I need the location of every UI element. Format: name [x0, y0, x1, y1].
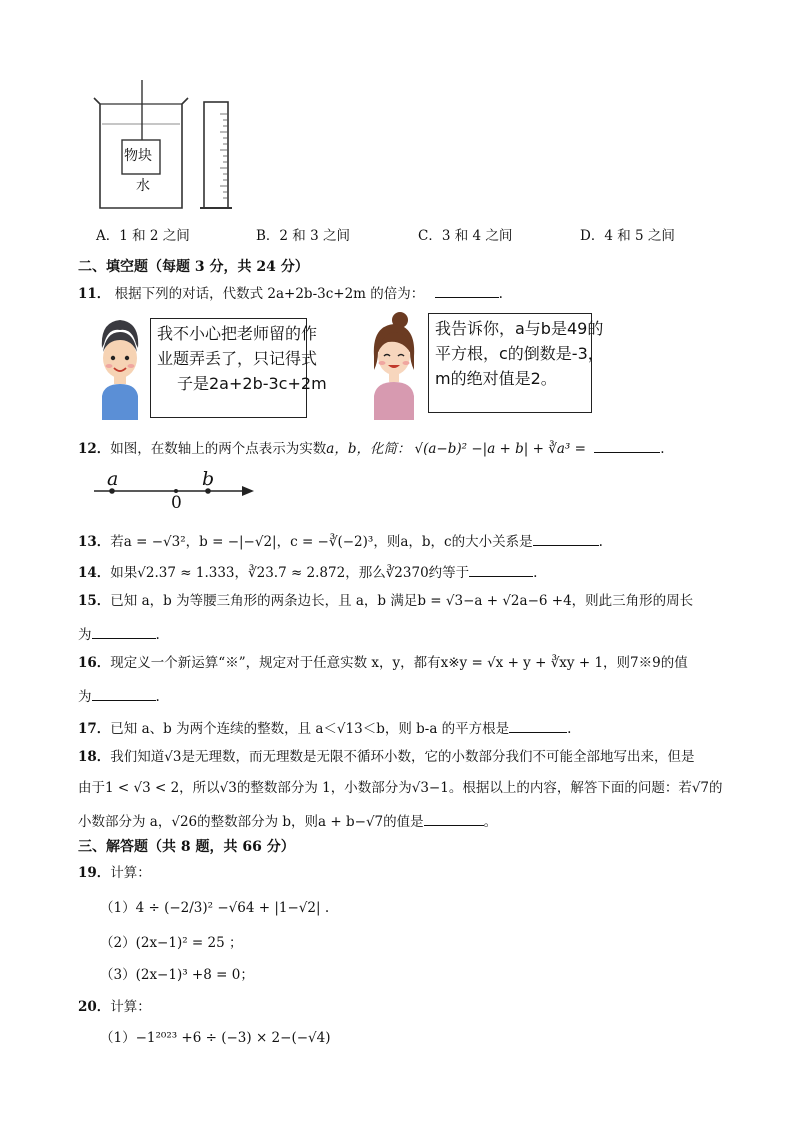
- q15-number: 15．: [78, 593, 111, 609]
- girl-bubble-line: 我告诉你，a与b是49的: [435, 319, 604, 338]
- q13-number: 13．: [78, 534, 111, 550]
- girl-bubble-line: 平方根，c的倒数是-3，: [435, 344, 604, 363]
- q14-end: .: [533, 565, 538, 581]
- section3-title: 三、解答题（共 8 题，共 66 分）: [78, 839, 295, 855]
- q18-answer-blank[interactable]: [424, 811, 484, 826]
- q16-answer-blank[interactable]: [92, 686, 156, 701]
- q19-number: 19．: [78, 865, 111, 881]
- girl-bubble-line: m的绝对值是2。: [435, 369, 557, 388]
- q12-number: 12．: [78, 441, 111, 457]
- q18-line1: [78, 749, 695, 765]
- girl-avatar: [370, 312, 418, 420]
- q16-line2-pre: 为: [78, 689, 92, 705]
- q17-answer-blank[interactable]: [509, 718, 567, 733]
- q11-answer-blank[interactable]: [435, 283, 499, 298]
- q15-answer-blank[interactable]: [92, 624, 156, 639]
- q11-number: 11．: [78, 286, 111, 302]
- section2-title: 二、填空题（每题 3 分，共 24 分）: [78, 259, 309, 275]
- q17-end: .: [567, 721, 572, 737]
- q10-option-d: D．4 和 5 之间: [580, 228, 675, 244]
- q12: [78, 438, 665, 457]
- q17: [78, 718, 571, 737]
- q10-option-a: A．1 和 2 之间: [96, 228, 190, 244]
- block-label: 物块: [124, 148, 152, 164]
- q13-text: 若a = −√3²，b = −|−√2|，c = −∛(−2)³，则a，b，c的大小关系是: [110, 534, 533, 550]
- q16-line1: [78, 655, 688, 671]
- q15-end: .: [155, 627, 160, 643]
- boy-avatar: [96, 318, 142, 420]
- q18-end: 。: [483, 814, 498, 830]
- q17-number: 17．: [78, 721, 111, 737]
- axis-label-b: b: [202, 468, 215, 490]
- q20: [78, 999, 151, 1015]
- q19-title: 计算：: [110, 865, 151, 881]
- boy-speech-bubble: [150, 318, 327, 418]
- q16-number: 16．: [78, 655, 111, 671]
- q12-end: .: [660, 441, 665, 457]
- q15-line2-pre: 为: [78, 627, 92, 643]
- q11-end: .: [498, 286, 503, 302]
- q19-item-2: （2）(2x−1)² = 25 ；: [100, 935, 243, 951]
- q11-text: 根据下列的对话，代数式 2a+2b-3c+2m 的倍为：: [114, 286, 425, 302]
- q18-line3-pre: 小数部分为 a，√26的整数部分为 b，则a + b−√7的值是: [78, 814, 424, 830]
- q18-line3: [78, 811, 497, 830]
- boy-bubble-line: 业题弄丢了，只记得式: [157, 349, 318, 368]
- q12-answer-blank[interactable]: [594, 438, 660, 453]
- q14-text: 如果√2.37 ≈ 1.333，∛23.7 ≈ 2.872，那么∛2370约等于: [110, 565, 470, 581]
- q18-line2: 由于1 < √3 < 2，所以√3的整数部分为 1，小数部分为√3−1。根据以上的内容，解答下面的问题：若√7的: [78, 780, 723, 796]
- q14-number: 14．: [78, 565, 111, 581]
- q17-text: 已知 a、b 为两个连续的整数，且 a＜√13＜b，则 b-a 的平方根是: [110, 721, 510, 737]
- q16-end: .: [155, 689, 160, 705]
- q19: [78, 865, 151, 881]
- beaker-figure: [90, 80, 240, 215]
- q12-expression: √(a−b)² −|a + b| + ∛a³ =: [414, 441, 586, 457]
- q19-item-3: （3）(2x−1)³ +8 = 0；: [100, 967, 254, 983]
- axis-label-a: a: [107, 468, 119, 490]
- girl-speech-bubble: [428, 313, 604, 413]
- q11: [78, 283, 503, 302]
- q16-line2: [78, 686, 160, 705]
- q14: [78, 562, 537, 581]
- q12-text-mid: a，b，化简：: [326, 441, 411, 457]
- q18-text-line1: 我们知道√3是无理数，而无理数是无限不循环小数，它的小数部分我们不可能全部地写出来，但是: [110, 749, 695, 765]
- q20-item-1: （1）−1²⁰²³ +6 ÷ (−3) × 2−(−√4): [100, 1030, 331, 1046]
- q13-answer-blank[interactable]: [533, 531, 599, 546]
- q19-item-1: （1）4 ÷ (−2/3)² −√64 + |1−√2| .: [100, 900, 330, 916]
- q15-text: 已知 a，b 为等腰三角形的两条边长，且 a，b 满足b = √3−a + √2a−6 +4，则此三角形的周长: [110, 593, 694, 609]
- q18-number: 18．: [78, 749, 111, 765]
- boy-bubble-line: 子是2a+2b-3c+2m: [177, 374, 327, 393]
- q14-answer-blank[interactable]: [469, 562, 533, 577]
- q13: [78, 531, 603, 550]
- boy-bubble-line: 我不小心把老师留的作: [157, 324, 318, 343]
- water-label: 水: [136, 178, 150, 194]
- q15-line1: [78, 593, 693, 609]
- axis-label-zero: 0: [171, 493, 182, 513]
- q15-line2: [78, 624, 160, 643]
- q16-text: 现定义一个新运算“※”，规定对于任意实数 x，y，都有x※y = √x + y + ∛xy + 1，则7※9的值: [110, 655, 688, 671]
- q10-option-c: C．3 和 4 之间: [418, 228, 513, 244]
- q13-end: .: [598, 534, 603, 550]
- q20-title: 计算：: [110, 999, 151, 1015]
- q12-text-pre: 如图，在数轴上的两个点表示为实数: [110, 441, 327, 457]
- q20-number: 20．: [78, 999, 111, 1015]
- q10-option-b: B．2 和 3 之间: [256, 228, 350, 244]
